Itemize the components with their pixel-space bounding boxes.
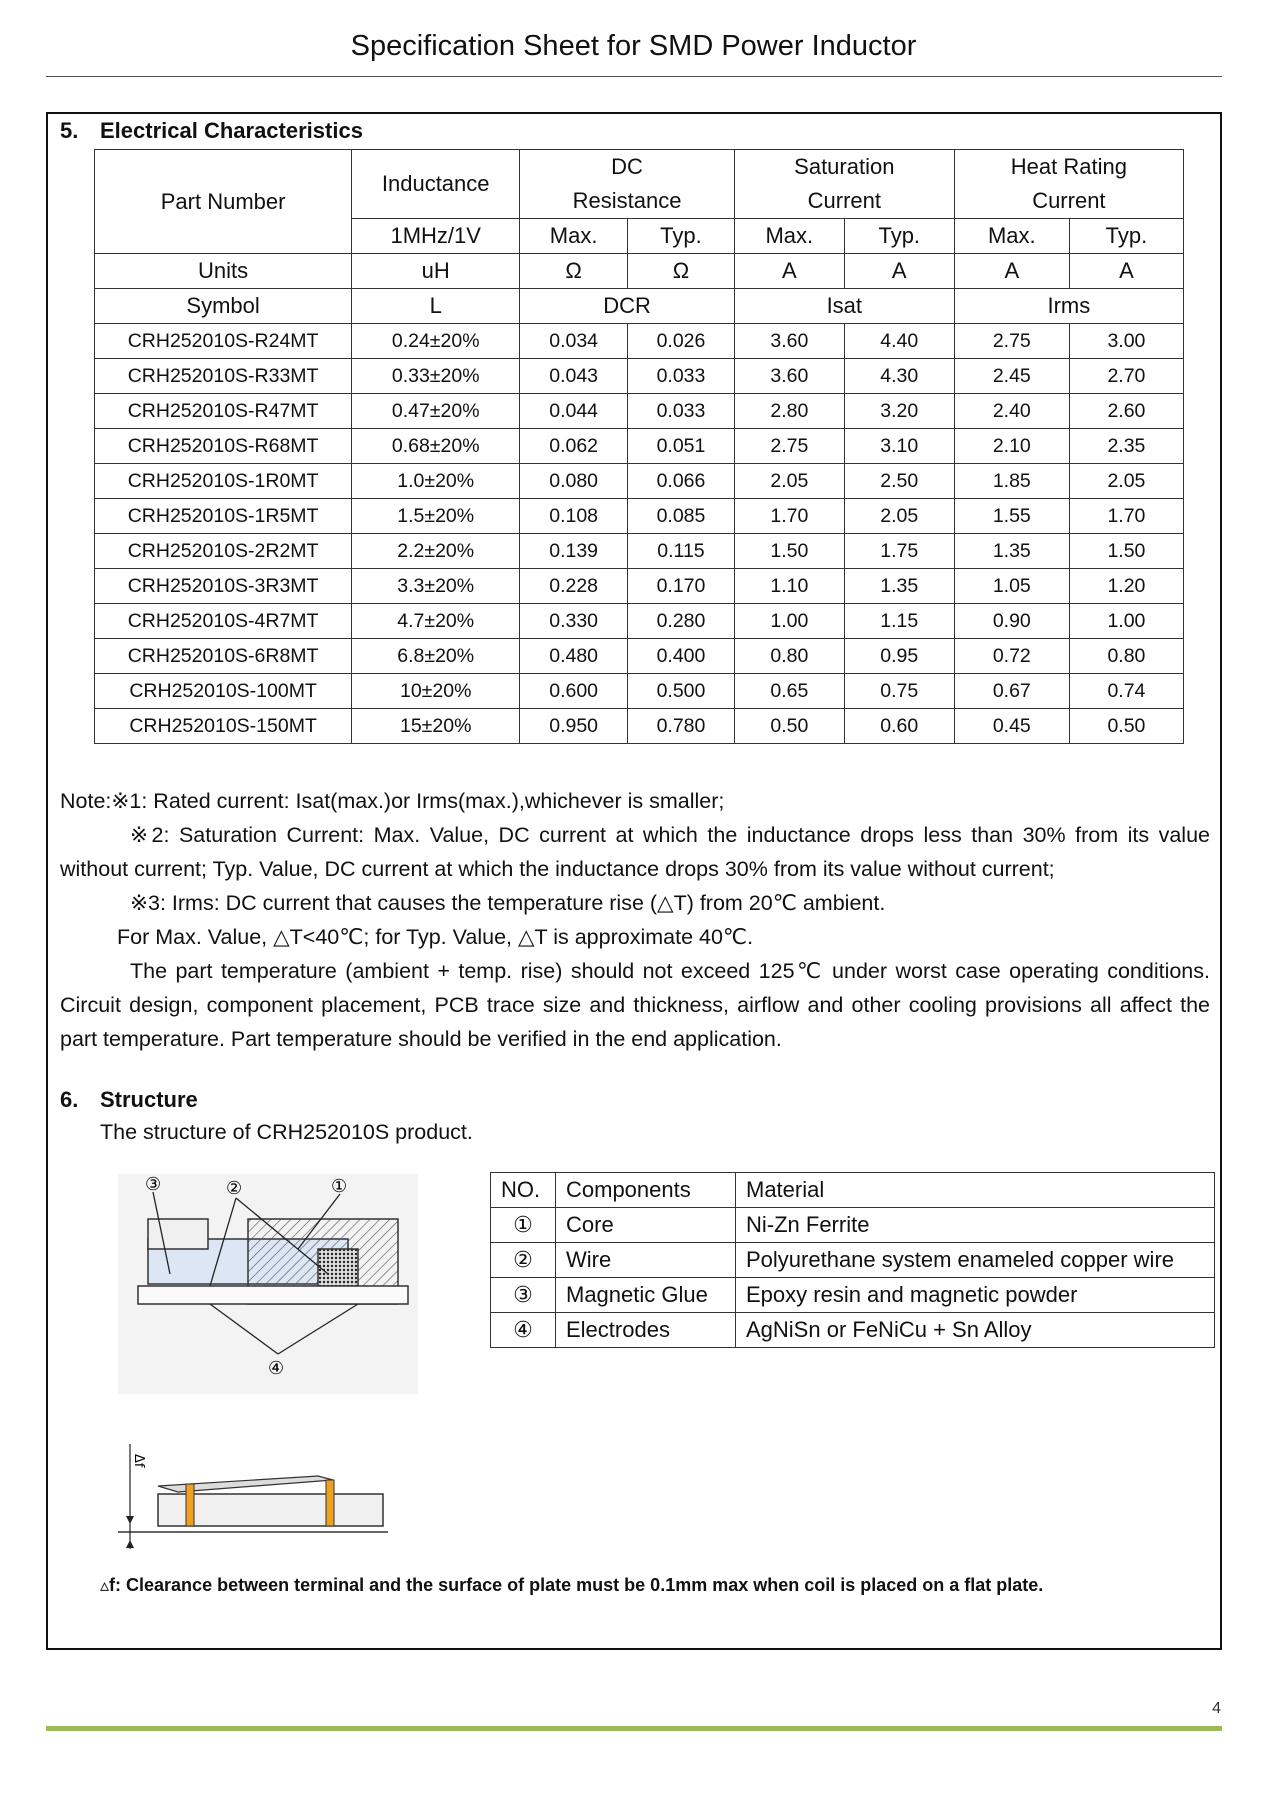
units-isat-typ: A <box>844 254 954 289</box>
st-header-material: Material <box>736 1173 1215 1208</box>
st-cell-component: Electrodes <box>556 1313 736 1348</box>
cell-irms-typ: 0.50 <box>1069 709 1183 744</box>
section-6-title <box>60 1087 198 1113</box>
header-dc-line2: Resistance <box>572 188 682 213</box>
cell-irms-max: 1.35 <box>954 534 1069 569</box>
cell-part-number: CRH252010S-1R0MT <box>95 464 352 499</box>
section-5-label: Electrical Characteristics <box>100 118 363 143</box>
label-1: ① <box>331 1176 348 1197</box>
terminal-left <box>186 1484 194 1526</box>
st-cell-no: ③ <box>491 1278 556 1313</box>
terminal-right <box>326 1480 334 1526</box>
cell-dcr-max: 0.330 <box>520 604 628 639</box>
clearance-note: ▵f: Clearance between terminal and the surface of plate must be 0.1mm max when coil is placed on a flat plate. <box>100 1575 1044 1595</box>
cell-part-number: CRH252010S-R47MT <box>95 394 352 429</box>
label-2: ② <box>226 1178 243 1199</box>
table-row <box>95 709 1184 744</box>
cell-irms-max: 2.45 <box>954 359 1069 394</box>
cell-isat-max: 1.10 <box>734 569 844 604</box>
cell-isat-typ: 0.95 <box>844 639 954 674</box>
cell-isat-max: 1.70 <box>734 499 844 534</box>
st-cell-material: Polyurethane system enameled copper wire <box>736 1243 1215 1278</box>
note-2: ※2: Saturation Current: Max. Value, DC current at which the inductance drops less than 30% from its value without current; Typ. Value, DC current at which the inductance drops 30% from its value without current; <box>60 823 1210 881</box>
cell-irms-max: 0.45 <box>954 709 1069 744</box>
section-5-number: 5. <box>60 118 79 143</box>
delta-f-label: Δf <box>131 1454 146 1468</box>
cell-isat-typ: 1.75 <box>844 534 954 569</box>
st-header-components: Components <box>556 1173 736 1208</box>
cell-irms-max: 2.40 <box>954 394 1069 429</box>
cell-inductance: 0.24±20% <box>352 324 520 359</box>
cell-dcr-typ: 0.170 <box>628 569 735 604</box>
header-dcr-max: Max. <box>520 219 628 254</box>
cell-inductance: 6.8±20% <box>352 639 520 674</box>
cell-isat-typ: 2.50 <box>844 464 954 499</box>
cell-dcr-max: 0.044 <box>520 394 628 429</box>
cell-isat-max: 2.75 <box>734 429 844 464</box>
st-cell-no: ④ <box>491 1313 556 1348</box>
section-6-label: Structure <box>100 1087 198 1112</box>
symbol-label: Symbol <box>95 289 352 324</box>
header-inductance: Inductance <box>352 150 520 219</box>
cell-irms-typ: 0.80 <box>1069 639 1183 674</box>
symbol-inductance: L <box>352 289 520 324</box>
coil-top <box>158 1476 333 1492</box>
st-cell-component: Wire <box>556 1243 736 1278</box>
cell-isat-max: 2.80 <box>734 394 844 429</box>
units-label: Units <box>95 254 352 289</box>
page-number: 4 <box>1212 1700 1221 1717</box>
footer-divider <box>46 1726 1222 1731</box>
header-dc-resistance <box>520 150 735 219</box>
header-heat-line1: Heat Rating <box>1010 154 1127 179</box>
symbol-isat: Isat <box>734 289 954 324</box>
cell-irms-max: 0.90 <box>954 604 1069 639</box>
st-cell-no: ② <box>491 1243 556 1278</box>
table-row <box>95 359 1184 394</box>
cell-part-number: CRH252010S-R33MT <box>95 359 352 394</box>
cell-inductance: 1.0±20% <box>352 464 520 499</box>
cell-irms-typ: 2.60 <box>1069 394 1183 429</box>
table-row <box>95 324 1184 359</box>
cell-dcr-typ: 0.400 <box>628 639 735 674</box>
cell-irms-typ: 2.70 <box>1069 359 1183 394</box>
header-irms-typ: Typ. <box>1069 219 1183 254</box>
header-heat-rating-current <box>954 150 1183 219</box>
cell-isat-typ: 4.40 <box>844 324 954 359</box>
cell-dcr-typ: 0.780 <box>628 709 735 744</box>
cell-irms-typ: 1.50 <box>1069 534 1183 569</box>
cell-dcr-max: 0.034 <box>520 324 628 359</box>
units-isat-max: A <box>734 254 844 289</box>
table-row <box>95 674 1184 709</box>
cell-isat-typ: 2.05 <box>844 499 954 534</box>
wire-winding <box>318 1249 358 1287</box>
cell-isat-max: 1.00 <box>734 604 844 639</box>
cell-irms-typ: 2.35 <box>1069 429 1183 464</box>
cell-inductance: 10±20% <box>352 674 520 709</box>
cell-inductance: 0.68±20% <box>352 429 520 464</box>
cell-irms-typ: 3.00 <box>1069 324 1183 359</box>
cell-dcr-typ: 0.500 <box>628 674 735 709</box>
section-5-title <box>60 118 363 144</box>
cell-isat-typ: 3.10 <box>844 429 954 464</box>
table-row <box>95 569 1184 604</box>
units-dcr-typ: Ω <box>628 254 735 289</box>
structure-table <box>490 1172 1215 1348</box>
note-1: Note:※1: Rated current: Isat(max.)or Irms(max.),whichever is smaller; <box>60 789 725 813</box>
cell-isat-typ: 0.60 <box>844 709 954 744</box>
cell-part-number: CRH252010S-6R8MT <box>95 639 352 674</box>
cell-dcr-max: 0.043 <box>520 359 628 394</box>
cell-isat-typ: 0.75 <box>844 674 954 709</box>
clearance-diagram <box>118 1424 388 1554</box>
st-cell-component: Core <box>556 1208 736 1243</box>
cell-irms-max: 0.72 <box>954 639 1069 674</box>
cell-irms-max: 0.67 <box>954 674 1069 709</box>
table-row <box>95 499 1184 534</box>
cell-isat-typ: 1.35 <box>844 569 954 604</box>
table-row <box>95 604 1184 639</box>
cell-dcr-max: 0.228 <box>520 569 628 604</box>
cell-irms-max: 2.10 <box>954 429 1069 464</box>
electrical-data-rows <box>95 324 1184 744</box>
cell-dcr-max: 0.062 <box>520 429 628 464</box>
dimension-arrow-bottom <box>126 1540 134 1548</box>
cell-part-number: CRH252010S-4R7MT <box>95 604 352 639</box>
table-row <box>95 639 1184 674</box>
table-row <box>491 1278 1215 1313</box>
cell-isat-max: 3.60 <box>734 359 844 394</box>
header-test-condition: 1MHz/1V <box>352 219 520 254</box>
cell-irms-typ: 1.20 <box>1069 569 1183 604</box>
cell-inductance: 4.7±20% <box>352 604 520 639</box>
note-5: The part temperature (ambient + temp. rise) should not exceed 125℃ under worst case operating conditions. Circuit design, component placement, PCB trace size and thickness, airflow and other cooling provisions all affect the part temperature. Part temperature should be verified in the end application. <box>60 959 1210 1051</box>
table-row <box>95 394 1184 429</box>
cell-isat-max: 2.05 <box>734 464 844 499</box>
cell-inductance: 3.3±20% <box>352 569 520 604</box>
table-row <box>491 1243 1215 1278</box>
header-dcr-typ: Typ. <box>628 219 735 254</box>
st-header-no: NO. <box>491 1173 556 1208</box>
cell-part-number: CRH252010S-R68MT <box>95 429 352 464</box>
structure-rows <box>491 1208 1215 1348</box>
label-4: ④ <box>268 1358 285 1379</box>
cell-dcr-typ: 0.033 <box>628 394 735 429</box>
cell-irms-typ: 1.00 <box>1069 604 1183 639</box>
structure-cross-section-diagram <box>118 1164 428 1399</box>
section-6-number: 6. <box>60 1087 79 1112</box>
cell-dcr-typ: 0.280 <box>628 604 735 639</box>
cell-dcr-typ: 0.033 <box>628 359 735 394</box>
table-row <box>95 429 1184 464</box>
table-row <box>491 1313 1215 1348</box>
st-cell-material: Ni-Zn Ferrite <box>736 1208 1215 1243</box>
cell-part-number: CRH252010S-1R5MT <box>95 499 352 534</box>
table-row <box>95 534 1184 569</box>
header-dc-line1: DC <box>611 154 643 179</box>
cell-dcr-max: 0.600 <box>520 674 628 709</box>
cell-inductance: 15±20% <box>352 709 520 744</box>
header-sat-line2: Current <box>807 188 881 213</box>
header-sat-line1: Saturation <box>794 154 895 179</box>
cell-irms-typ: 2.05 <box>1069 464 1183 499</box>
cell-part-number: CRH252010S-100MT <box>95 674 352 709</box>
header-heat-line2: Current <box>1032 188 1106 213</box>
header-isat-max: Max. <box>734 219 844 254</box>
cell-dcr-typ: 0.026 <box>628 324 735 359</box>
cell-dcr-typ: 0.051 <box>628 429 735 464</box>
units-dcr-max: Ω <box>520 254 628 289</box>
st-cell-no: ① <box>491 1208 556 1243</box>
symbol-dcr: DCR <box>520 289 735 324</box>
st-cell-material: Epoxy resin and magnetic powder <box>736 1278 1215 1313</box>
cell-irms-typ: 0.74 <box>1069 674 1183 709</box>
cell-isat-typ: 3.20 <box>844 394 954 429</box>
units-irms-typ: A <box>1069 254 1183 289</box>
units-irms-max: A <box>954 254 1069 289</box>
cell-isat-max: 0.65 <box>734 674 844 709</box>
note-4: For Max. Value, △T<40℃; for Typ. Value, △T is approximate 40℃. <box>117 925 754 949</box>
cell-inductance: 0.33±20% <box>352 359 520 394</box>
header-isat-typ: Typ. <box>844 219 954 254</box>
cell-irms-max: 1.55 <box>954 499 1069 534</box>
cell-isat-max: 0.80 <box>734 639 844 674</box>
electrical-characteristics-table <box>94 149 1184 744</box>
header-saturation-current <box>734 150 954 219</box>
cell-inductance: 2.2±20% <box>352 534 520 569</box>
electrode-base <box>138 1286 408 1304</box>
cell-part-number: CRH252010S-3R3MT <box>95 569 352 604</box>
cell-irms-max: 2.75 <box>954 324 1069 359</box>
cell-irms-max: 1.85 <box>954 464 1069 499</box>
structure-subtitle: The structure of CRH252010S product. <box>100 1120 473 1144</box>
units-inductance: uH <box>352 254 520 289</box>
label-3: ③ <box>145 1174 162 1195</box>
note-3: ※3: Irms: DC current that causes the temperature rise (△T) from 20℃ ambient. <box>130 891 886 915</box>
dimension-arrow-top <box>126 1516 134 1524</box>
cell-dcr-typ: 0.066 <box>628 464 735 499</box>
cell-dcr-max: 0.950 <box>520 709 628 744</box>
st-cell-component: Magnetic Glue <box>556 1278 736 1313</box>
cell-dcr-max: 0.480 <box>520 639 628 674</box>
cell-irms-typ: 1.70 <box>1069 499 1183 534</box>
cell-part-number: CRH252010S-R24MT <box>95 324 352 359</box>
table-row <box>491 1208 1215 1243</box>
cell-part-number: CRH252010S-150MT <box>95 709 352 744</box>
cell-isat-typ: 1.15 <box>844 604 954 639</box>
cell-part-number: CRH252010S-2R2MT <box>95 534 352 569</box>
page-title: Specification Sheet for SMD Power Inductor <box>350 30 917 62</box>
cell-isat-max: 1.50 <box>734 534 844 569</box>
table-row <box>95 464 1184 499</box>
cell-inductance: 0.47±20% <box>352 394 520 429</box>
header-part-number: Part Number <box>95 150 352 254</box>
symbol-irms: Irms <box>954 289 1183 324</box>
cell-isat-max: 0.50 <box>734 709 844 744</box>
cell-isat-typ: 4.30 <box>844 359 954 394</box>
cell-dcr-typ: 0.085 <box>628 499 735 534</box>
header-divider <box>46 76 1222 77</box>
core-top-left <box>148 1219 208 1249</box>
st-cell-material: AgNiSn or FeNiCu + Sn Alloy <box>736 1313 1215 1348</box>
cell-dcr-max: 0.139 <box>520 534 628 569</box>
cell-dcr-max: 0.080 <box>520 464 628 499</box>
cell-inductance: 1.5±20% <box>352 499 520 534</box>
content-frame <box>46 112 1222 1650</box>
cell-isat-max: 3.60 <box>734 324 844 359</box>
cell-dcr-typ: 0.115 <box>628 534 735 569</box>
notes-block <box>60 784 1210 1056</box>
cell-irms-max: 1.05 <box>954 569 1069 604</box>
header-irms-max: Max. <box>954 219 1069 254</box>
cell-dcr-max: 0.108 <box>520 499 628 534</box>
